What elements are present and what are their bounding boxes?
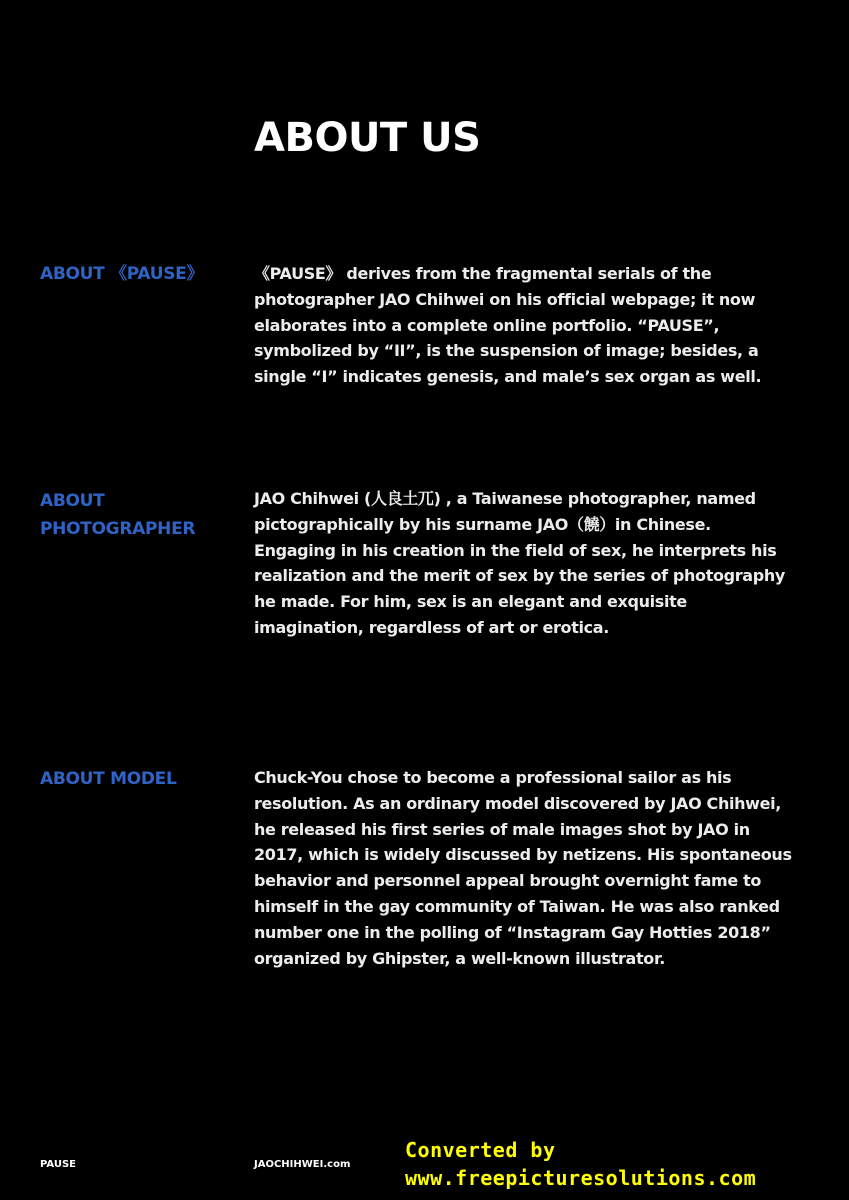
- section-body-about-photographer: [254, 486, 814, 641]
- body-line: number one in the polling of “Instagram Gay Hotties 2018”: [254, 922, 771, 942]
- body-line: JAO Chihwei (人良土兀) , a Taiwanese photographer, named: [254, 489, 756, 508]
- converter-watermark: [405, 1136, 756, 1192]
- body-line: Engaging in his creation in the field of sex, he interprets his: [254, 540, 777, 560]
- section-label-about-model: [40, 765, 240, 793]
- body-line: Chuck-You chose to become a professional sailor as his: [254, 768, 732, 787]
- footer-website: JAOCHIHWEI.com: [254, 1159, 351, 1170]
- body-line: behavior and personnel appeal brought overnight fame to: [254, 871, 762, 891]
- section-label-about-photographer: [40, 487, 240, 543]
- watermark-line: Converted by: [405, 1138, 556, 1162]
- body-line: he released his first series of male images shot by JAO in: [254, 819, 750, 839]
- section-body-about-pause: [254, 261, 814, 390]
- section-label-line: ABOUT MODEL: [40, 769, 177, 789]
- watermark-line: www.freepicturesolutions.com: [405, 1166, 757, 1190]
- body-line: 2017, which is widely discussed by netizens. His spontaneous: [254, 845, 792, 865]
- body-line: resolution. As an ordinary model discovered by JAO Chihwei,: [254, 793, 781, 813]
- footer-brand: PAUSE: [40, 1159, 76, 1170]
- body-line: elaborates into a complete online portfolio. “PAUSE”,: [254, 315, 720, 335]
- body-line: pictographically by his surname JAO（饒）in Chinese.: [254, 514, 711, 534]
- section-label-line: PHOTOGRAPHER: [40, 519, 196, 539]
- body-line: realization and the merit of sex by the series of photography: [254, 566, 785, 586]
- section-body-about-model: [254, 765, 814, 971]
- body-line: organized by Ghipster, a well-known illustrator.: [254, 948, 665, 968]
- section-label-line: ABOUT: [40, 491, 105, 511]
- body-line: symbolized by “II”, is the suspension of image; besides, a: [254, 341, 759, 361]
- section-label-about-pause: [40, 260, 240, 288]
- page-title: ABOUT US: [254, 115, 481, 161]
- body-line: himself in the gay community of Taiwan. He was also ranked: [254, 896, 780, 916]
- body-line: imagination, regardless of art or erotica.: [254, 617, 609, 637]
- body-line: 《PAUSE》 derives from the fragmental serials of the: [254, 264, 712, 283]
- body-line: he made. For him, sex is an elegant and exquisite: [254, 592, 687, 612]
- body-line: photographer JAO Chihwei on his official webpage; it now: [254, 289, 755, 309]
- section-label-line: ABOUT 《PAUSE》: [40, 264, 204, 284]
- body-line: single “I” indicates genesis, and male’s sex organ as well.: [254, 367, 762, 387]
